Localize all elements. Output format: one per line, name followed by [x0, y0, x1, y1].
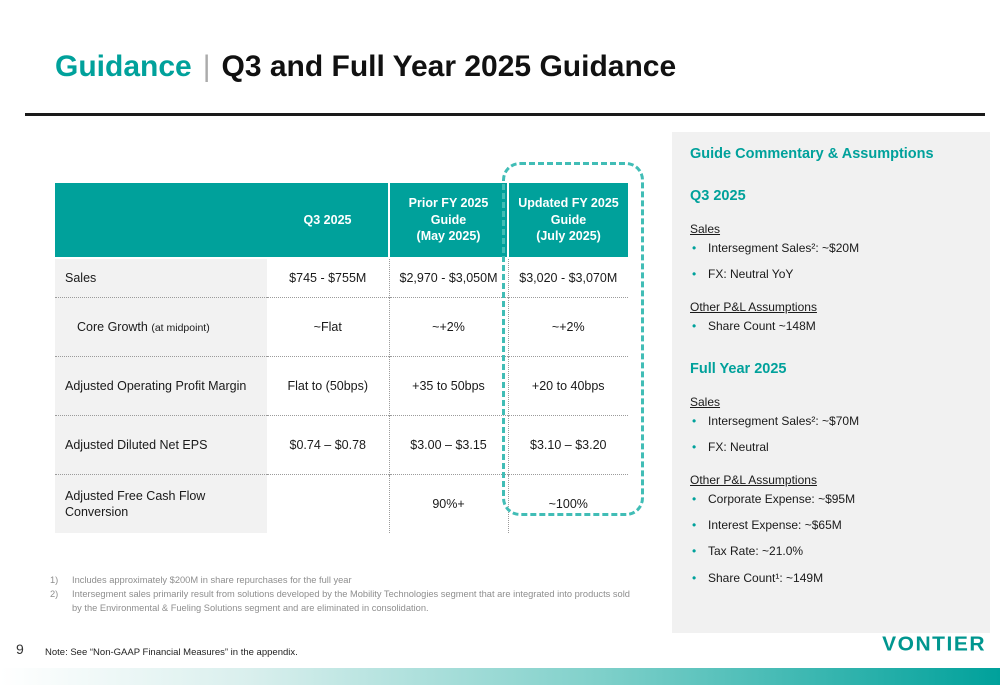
fy-sales-subheading: Sales — [690, 394, 721, 409]
header-cell-prior-fy-guide: Prior FY 2025 Guide (May 2025) — [389, 183, 508, 258]
bullet-text: FX: Neutral — [708, 439, 769, 454]
page-number: 9 — [16, 641, 24, 657]
cell-adj-op-margin-prior: +35 to 50bps — [389, 357, 508, 416]
cell-core-growth-prior: ~+2% — [389, 298, 508, 357]
bullet-text: Corporate Expense: ~$95M — [708, 491, 856, 506]
footnote-1 — [50, 574, 642, 588]
cell-core-growth-q3: ~Flat — [267, 298, 389, 357]
commentary-panel-title: Guide Commentary & Assumptions — [690, 146, 934, 162]
bullet-text: Interest Expense: ~$65M — [708, 518, 842, 533]
bullet-text: Share Count ~148M — [708, 319, 816, 334]
bullet-text: Share Count¹: ~149M — [708, 570, 824, 585]
row-label-adj-op-margin: Adjusted Operating Profit Margin — [55, 357, 267, 416]
bullet-icon: • — [692, 544, 697, 559]
table-row-core-growth — [55, 298, 628, 357]
q3-2025-heading: Q3 2025 — [690, 188, 746, 204]
bottom-gradient-bar — [0, 668, 1000, 685]
fy-other-pl-bullet-list — [690, 491, 972, 586]
q3-other-pl-subheading: Other P&L Assumptions — [690, 300, 817, 315]
cell-adj-fcf-updated: ~100% — [508, 475, 628, 534]
cell-adj-fcf-q3 — [267, 475, 389, 534]
header-cell-blank — [55, 183, 267, 258]
bullet-icon: • — [692, 241, 697, 255]
bullet-icon: • — [692, 570, 697, 585]
table-header-row — [55, 183, 628, 258]
cell-adj-eps-prior: $3.00 – $3.15 — [389, 416, 508, 475]
cell-adj-op-margin-q3: Flat to (50bps) — [267, 357, 389, 416]
core-growth-label: Core Growth — [77, 319, 148, 334]
title-section-label: Guidance — [55, 50, 192, 83]
bullet-text: Tax Rate: ~21.0% — [708, 544, 804, 559]
list-item — [690, 517, 972, 533]
footnote-1-number: 1) — [50, 575, 59, 585]
cell-adj-eps-updated: $3.10 – $3.20 — [508, 416, 628, 475]
bullet-icon: • — [692, 319, 697, 334]
bullet-icon: • — [692, 439, 697, 454]
q3-other-pl-bullet-list — [690, 318, 972, 334]
bullet-icon: • — [692, 413, 697, 428]
cell-adj-eps-q3: $0.74 – $0.78 — [267, 416, 389, 475]
full-year-2025-heading: Full Year 2025 — [690, 360, 787, 377]
table-row-sales — [55, 258, 628, 298]
bullet-text: Intersegment Sales²: ~$20M — [708, 241, 860, 255]
footnote-2-number: 2) — [50, 588, 59, 599]
row-label-adj-eps: Adjusted Diluted Net EPS — [55, 416, 267, 475]
list-item — [690, 413, 972, 429]
list-item — [690, 240, 972, 256]
header-cell-updated-fy-guide: Updated FY 2025 Guide (July 2025) — [508, 183, 628, 258]
footer-note: Note: See “Non-GAAP Financial Measures” in the appendix. — [45, 647, 298, 658]
cell-sales-prior: $2,970 - $3,050M — [389, 258, 508, 298]
footnotes-block — [50, 574, 642, 616]
vontier-logo: VONTIER — [882, 633, 986, 656]
table-row-adj-op-margin — [55, 357, 628, 416]
page-title: Q3 and Full Year 2025 Guidance — [221, 50, 677, 83]
cell-core-growth-updated: ~+2% — [508, 298, 628, 357]
slide-title — [55, 50, 676, 84]
list-item — [690, 266, 972, 282]
list-item — [690, 439, 972, 455]
fy-other-pl-subheading: Other P&L Assumptions — [690, 472, 817, 487]
fy-sales-bullet-list — [690, 413, 972, 455]
cell-adj-fcf-prior: 90%+ — [389, 475, 508, 534]
bullet-text: FX: Neutral YoY — [708, 267, 794, 282]
guidance-table — [55, 183, 628, 533]
core-growth-label-note: (at midpoint) — [151, 321, 210, 334]
header-cell-q3-2025: Q3 2025 — [267, 183, 389, 258]
row-label-core-growth — [55, 298, 267, 357]
list-item — [690, 570, 972, 586]
list-item — [690, 491, 972, 507]
footnote-1-text: Includes approximately $200M in share repurchases for the full year — [72, 575, 352, 585]
cell-sales-q3: $745 - $755M — [267, 258, 389, 298]
list-item — [690, 543, 972, 559]
title-divider-rule — [25, 113, 985, 116]
cell-sales-updated: $3,020 - $3,070M — [508, 258, 628, 298]
bullet-icon: • — [692, 518, 697, 533]
row-label-adj-fcf: Adjusted Free Cash Flow Conversion — [55, 475, 267, 534]
title-separator: | — [202, 50, 211, 83]
row-label-sales: Sales — [55, 258, 267, 298]
q3-sales-bullet-list — [690, 240, 972, 282]
commentary-panel — [672, 132, 990, 633]
bullet-icon: • — [692, 267, 697, 282]
bullet-text: Intersegment Sales²: ~$70M — [708, 413, 860, 428]
footnote-2-text: Intersegment sales primarily result from solutions developed by the Mobility Technologies segment that are integrated into products sold by the Environmental & Fueling Solutions segment and are eliminated in consolidation. — [72, 588, 630, 613]
q3-sales-subheading: Sales — [690, 222, 721, 236]
table-row-adj-eps — [55, 416, 628, 475]
footnote-2 — [50, 588, 642, 616]
cell-adj-op-margin-updated: +20 to 40bps — [508, 357, 628, 416]
table-row-adj-fcf — [55, 475, 628, 534]
bullet-icon: • — [692, 491, 697, 506]
list-item — [690, 318, 972, 334]
